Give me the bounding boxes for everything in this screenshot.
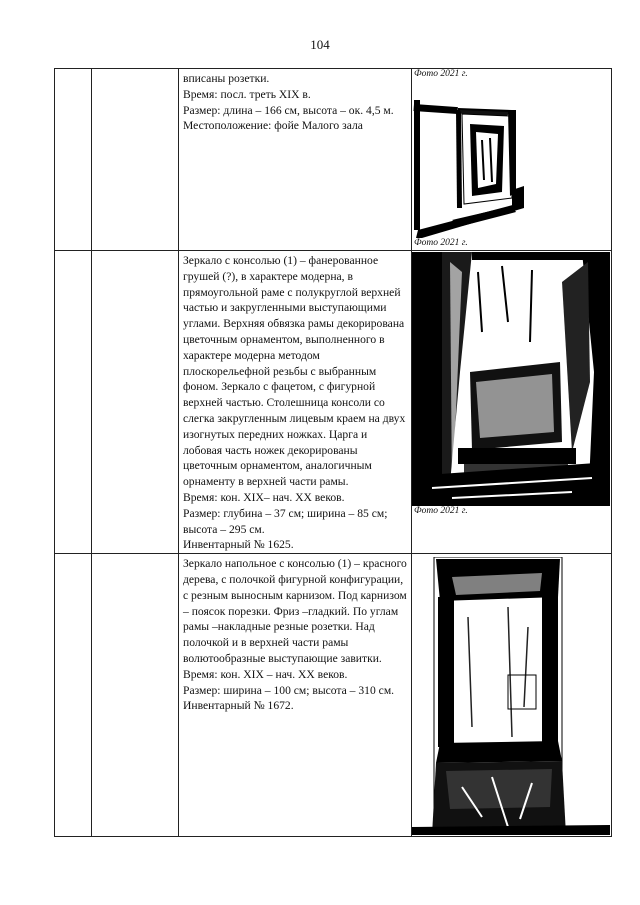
number-cell bbox=[55, 69, 92, 251]
description-line: Инвентарный № 1672. bbox=[183, 699, 294, 713]
photo-mirror-with-console bbox=[412, 252, 610, 506]
description-line: Размер: глубина – 37 см; ширина – 85 см; высота – 295 см. bbox=[183, 506, 388, 536]
description-line: Размер: длина – 166 см, высота – ок. 4,5 м. bbox=[183, 103, 394, 117]
description-cell bbox=[179, 554, 412, 837]
name-cell bbox=[92, 69, 179, 251]
description-line: Инвентарный № 1625. bbox=[183, 538, 294, 552]
description-line: Местоположение: фойе Малого зала bbox=[183, 119, 363, 133]
name-cell bbox=[92, 554, 179, 837]
photo-room-corner bbox=[412, 80, 610, 238]
photo-cell bbox=[412, 554, 612, 837]
description-line: Время: посл. треть XIX в. bbox=[183, 87, 311, 101]
description-cell bbox=[179, 69, 412, 251]
description-line: Время: кон. XIX – нач. XX веков. bbox=[183, 667, 348, 681]
number-cell bbox=[55, 554, 92, 837]
photo-caption: Фото 2021 г. bbox=[414, 238, 468, 248]
description-line: вписаны розетки. bbox=[183, 72, 270, 85]
photo-cell bbox=[412, 69, 612, 251]
table-row bbox=[55, 554, 612, 837]
description-line: Время: кон. XIX– нач. XX веков. bbox=[183, 490, 345, 504]
table-row bbox=[55, 251, 612, 554]
description-line: Размер: ширина – 100 см; высота – 310 см. bbox=[183, 683, 395, 697]
name-cell bbox=[92, 251, 179, 554]
photo-floor-mirror bbox=[412, 557, 610, 835]
description-text: Зеркало с консолью (1) – фанерованное грушей (?), в характере модерна, в прямоугольной раме с полукруглой верхней частью и закругленными выступающими углами. Верхняя обвязка рамы декорирована цветочным орнаментом, выполненного в характере модерна методом плоскорельефной резьбы с выбранным фоном. Зеркало с фацетом, с фигурной верхней частью. Столешница консоли со слегка закругленным лицевым краем на двух изогнутых передних ножках. Царга и лобовая часть ножек декорированы цветочным орнаментом, аналогичным орнаменту в верхней части рамы. bbox=[183, 254, 406, 489]
photo-caption: Фото 2021 г. bbox=[414, 506, 468, 516]
description-cell bbox=[179, 251, 412, 554]
inventory-table bbox=[54, 68, 612, 837]
photo-caption: Фото 2021 г. bbox=[414, 69, 468, 79]
page-number: 104 bbox=[310, 37, 330, 52]
table-row bbox=[55, 69, 612, 251]
description-text: Зеркало напольное с консолью (1) – красного дерева, с полочкой фигурной конфигурации, с резным выносным карнизом. Под карнизом – поясок порезки. Фриз –гладкий. По углам рамы –накладные резные розетки. Над полочкой и в верхней части рамы волютообразные выступающие завитки. bbox=[183, 557, 407, 665]
number-cell bbox=[55, 251, 92, 554]
photo-cell bbox=[412, 251, 612, 554]
